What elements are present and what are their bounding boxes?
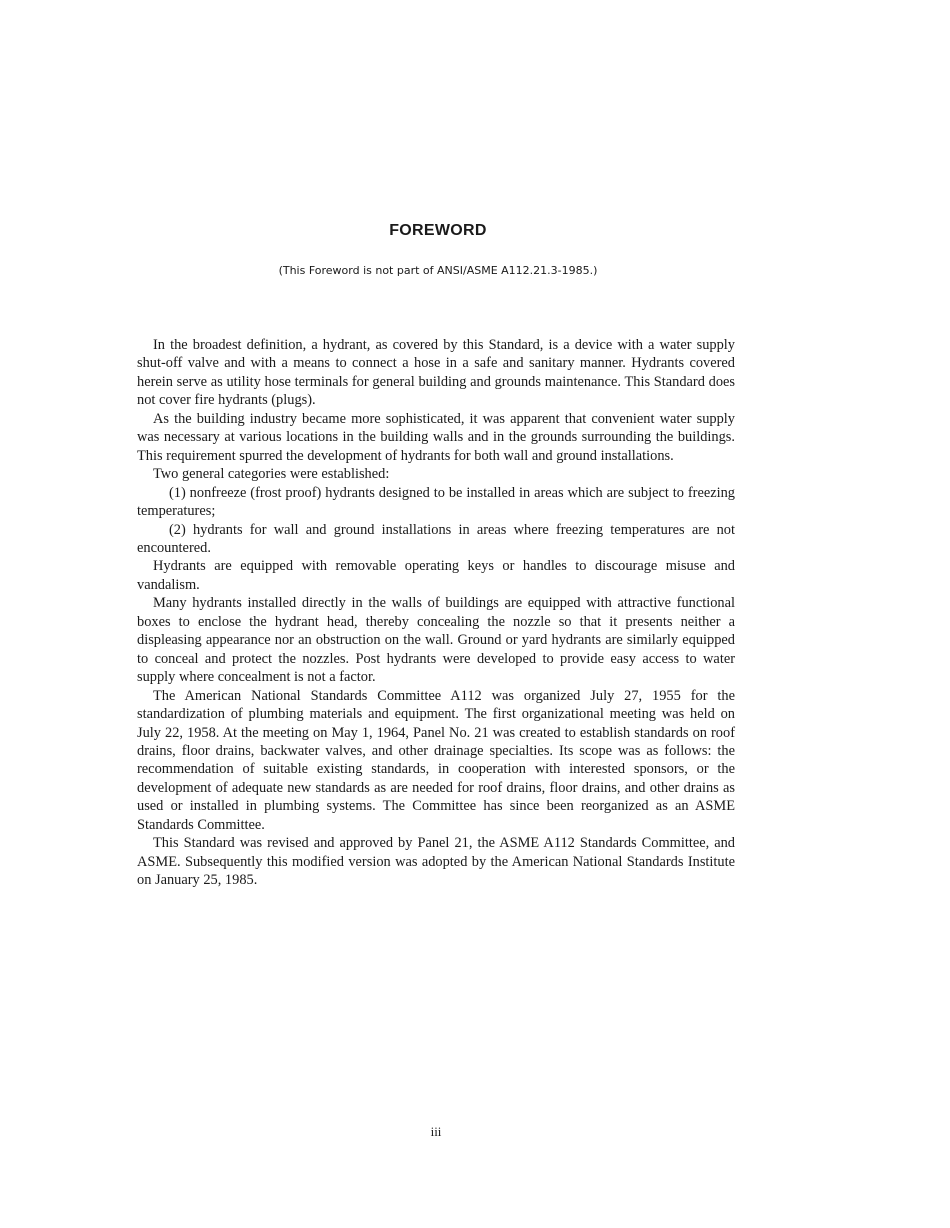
paragraph-keys: Hydrants are equipped with removable operating keys or handles to discourage misuse and vandalism. bbox=[137, 558, 735, 593]
paragraph-boxes: Many hydrants installed directly in the walls of buildings are equipped with attractive functional boxes to enclose the hydrant head, thereby concealing the nozzle so that it presents neither a displeasing appearance nor an obstruction on the wall. Ground or yard hydrants are similarly equipped to conceal and protect the nozzles. Post hydrants were developed to provide easy access to water supply where concealment is not a factor. bbox=[137, 595, 735, 686]
paragraph-categories-intro: Two general categories were established: bbox=[153, 466, 390, 483]
page-title: FOREWORD bbox=[389, 222, 487, 239]
foreword-disclaimer: (This Foreword is not part of ANSI/ASME A112.21.3-1985.) bbox=[278, 264, 598, 277]
foreword-body bbox=[137, 336, 735, 890]
paragraph-approval: This Standard was revised and approved by Panel 21, the ASME A112 Standards Committee, and ASME. Subsequently this modified version was adopted by the American National Standards Institute on January 25, 1985. bbox=[137, 835, 735, 889]
page-number: iii bbox=[430, 1124, 442, 1139]
paragraph-history: As the building industry became more sophisticated, it was apparent that convenient water supply was necessary at various locations in the building walls and in the grounds surrounding the buildings. This requirement spurred the development of hydrants for both wall and ground installations. bbox=[137, 410, 735, 464]
paragraph-definition: In the broadest definition, a hydrant, as covered by this Standard, is a device with a water supply shut-off valve and with a means to connect a hose in a safe and sanitary manner. Hydrants covered herein serve as utility hose terminals for general building and grounds maintenance. This Standard does not cover fire hydrants (plugs). bbox=[137, 337, 735, 409]
list-item-nonfreeze: (1) nonfreeze (frost proof) hydrants designed to be installed in areas which are subject to freezing temperatures; bbox=[137, 484, 735, 520]
paragraph-committee: The American National Standards Committee A112 was organized July 27, 1955 for the standardization of plumbing materials and equipment. The first organizational meeting was held on July 22, 1958. At the meeting on May 1, 1964, Panel No. 21 was created to establish standards on roof drains, floor drains, backwater valves, and other drainage specialties. Its scope was as follows: the recommendation of suitable existing standards, in cooperation with interested sponsors, or the development of adequate new standards as are needed for roof drains, floor drains, and other drains as used or installed in plumbing systems. The Committee has since been reorganized as an ASME Standards Committee. bbox=[137, 687, 735, 833]
list-item-wall-ground: (2) hydrants for wall and ground installations in areas where freezing temperatures are not encountered. bbox=[137, 521, 735, 556]
